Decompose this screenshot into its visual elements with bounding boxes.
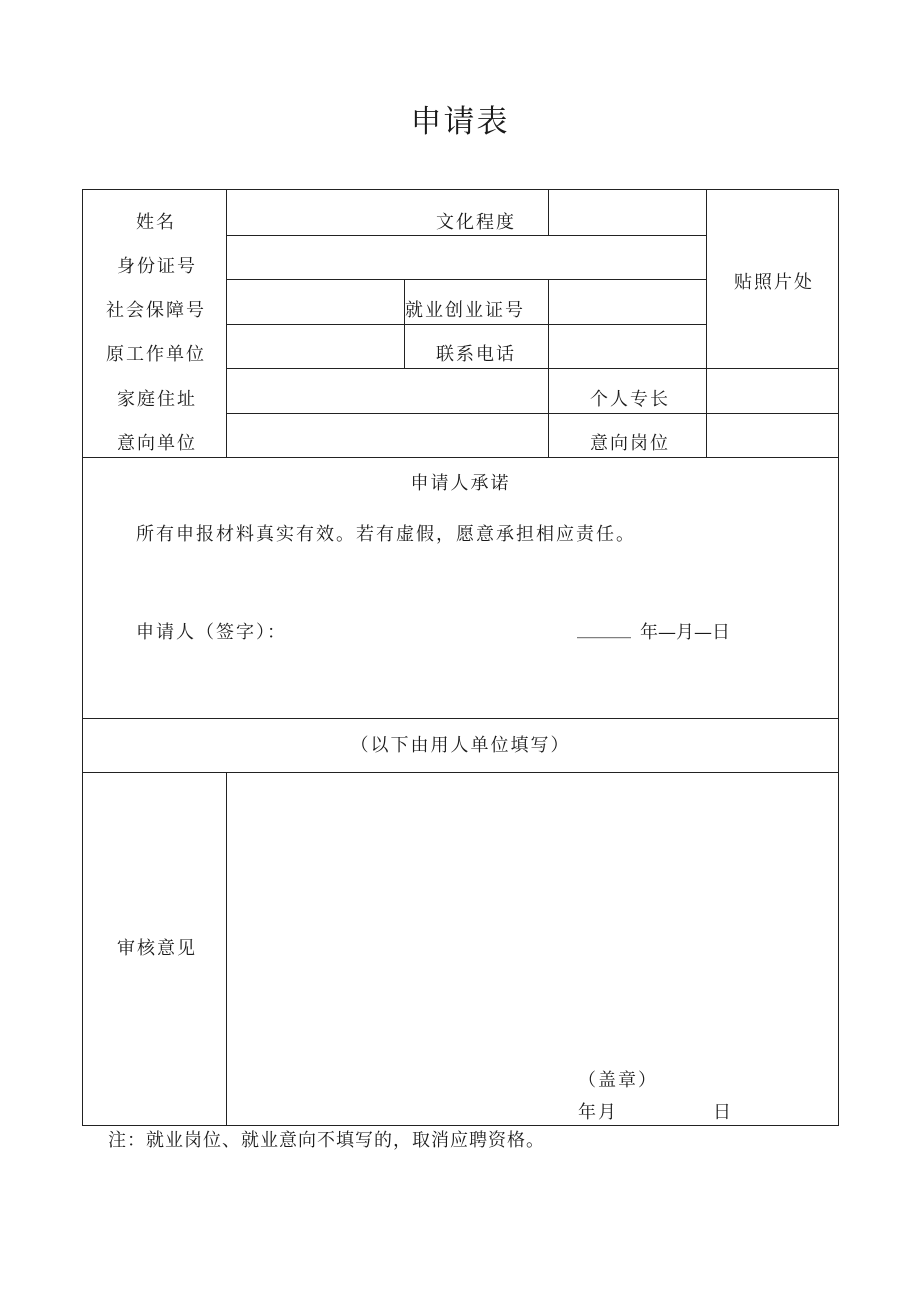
row-divider: [82, 718, 839, 719]
label-specialty: 个人专长: [590, 389, 670, 410]
specialty-field[interactable]: [708, 370, 837, 412]
date-blank: ______: [577, 618, 631, 639]
id-number-field[interactable]: [228, 237, 705, 278]
label-name: 姓名: [136, 212, 176, 233]
column-divider: [226, 189, 227, 457]
commitment-date: 年—月—日: [640, 622, 730, 643]
review-date-month: 年月: [578, 1102, 618, 1123]
commitment-statement: 所有申报材料真实有效。若有虚假，愿意承担相应责任。: [136, 524, 636, 545]
review-label: 审核意见: [117, 938, 197, 959]
review-opinion-field[interactable]: [228, 774, 837, 1064]
target-position-field[interactable]: [708, 415, 837, 456]
education-field[interactable]: [550, 191, 705, 234]
photo-area[interactable]: [708, 191, 837, 367]
table-border-bottom: [82, 1125, 839, 1126]
target-unit-field[interactable]: [228, 415, 547, 456]
row-divider: [226, 235, 707, 236]
employment-cert-field[interactable]: [550, 281, 705, 323]
label-photo: 贴照片处: [734, 272, 814, 293]
commitment-heading: 申请人承诺: [410, 473, 511, 494]
table-border-top: [82, 189, 839, 190]
row-divider: [226, 368, 839, 369]
review-date-day: 日: [713, 1102, 733, 1123]
column-divider: [706, 189, 707, 457]
table-border-left: [82, 189, 83, 1126]
row-divider: [226, 324, 707, 325]
address-field[interactable]: [228, 370, 547, 412]
label-employment-cert: 就业创业证号: [405, 300, 525, 321]
table-border-right: [838, 189, 839, 1126]
employer-section-heading: （以下由用人单位填写）: [350, 735, 571, 756]
label-education: 文化程度: [436, 212, 516, 233]
label-social-security: 社会保障号: [106, 300, 206, 321]
label-target-unit: 意向单位: [117, 433, 197, 454]
column-divider: [548, 368, 549, 457]
label-phone: 联系电话: [436, 344, 516, 365]
signature-field[interactable]: [300, 616, 560, 648]
label-id-number: 身份证号: [117, 256, 197, 277]
column-divider: [548, 189, 549, 235]
column-divider: [226, 772, 227, 1126]
social-security-field[interactable]: [228, 281, 403, 323]
page-title: 申请表: [410, 104, 510, 140]
row-divider: [226, 279, 707, 280]
row-divider: [82, 772, 839, 773]
label-target-position: 意向岗位: [590, 433, 670, 454]
row-divider: [82, 457, 839, 458]
former-employer-field[interactable]: [228, 326, 403, 367]
column-divider: [548, 279, 549, 368]
label-address: 家庭住址: [117, 389, 197, 410]
signature-label: 申请人（签字）：: [136, 622, 287, 643]
row-divider: [226, 413, 839, 414]
phone-field[interactable]: [550, 326, 705, 367]
seal-label: （盖章）: [578, 1070, 658, 1091]
label-former-employer: 原工作单位: [106, 344, 206, 365]
name-field[interactable]: [228, 191, 428, 234]
footnote: 注：就业岗位、就业意向不填写的，取消应聘资格。: [108, 1130, 545, 1151]
column-divider: [404, 279, 405, 368]
